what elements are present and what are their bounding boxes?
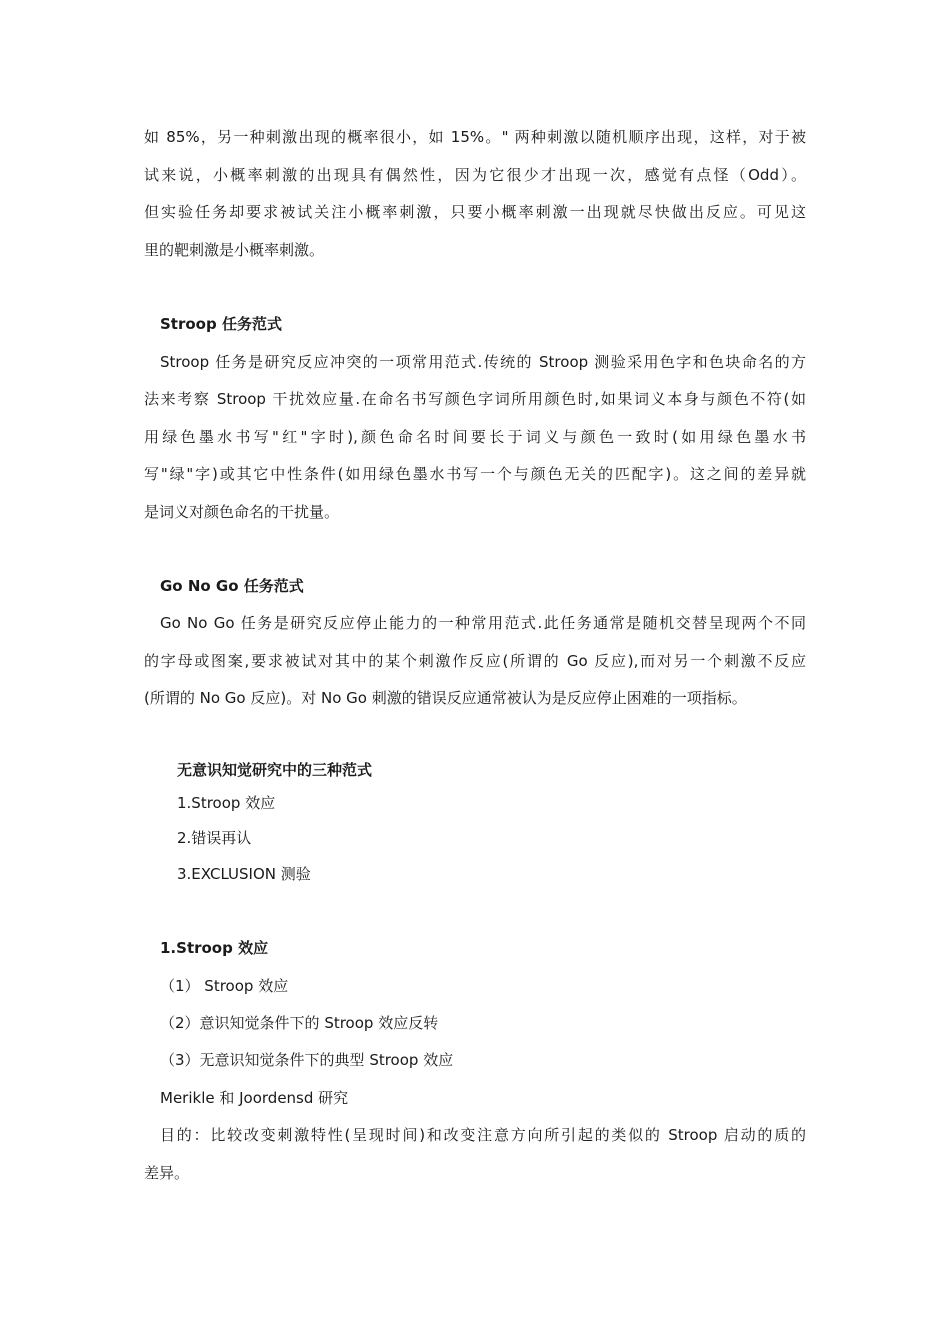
stroop-effect-item-2: （2）意识知觉条件下的 Stroop 效应反转 [160,1014,439,1032]
paradigm-item-1: 1.Stroop 效应 [177,794,276,812]
purpose-line-2: 差异。 [144,1164,190,1182]
paradigms-heading: 无意识知觉研究中的三种范式 [177,761,373,779]
stroop-line-3: 用绿色墨水书写"红"字时),颜色命名时间要长于词义与颜色一致时(如用绿色墨水书 [144,428,806,446]
stroop-effect-item-3: （3）无意识知觉条件下的典型 Stroop 效应 [160,1051,454,1069]
intro-line-3: 但实验任务却要求被试关注小概率刺激，只要小概率刺激一出现就尽快做出反应。可见这 [144,203,806,221]
gonogo-line-2: 的字母或图案,要求被试对其中的某个刺激作反应(所谓的 Go 反应),而对另一个刺激不反应 [144,652,806,670]
intro-line-4: 里的靶刺激是小概率刺激。 [144,241,325,259]
purpose-line-1: 目的：比较改变刺激特性(呈现时间)和改变注意方向所引起的类似的 Stroop 启动的质的 [160,1126,806,1144]
gonogo-heading: Go No Go 任务范式 [160,577,304,595]
stroop-heading: Stroop 任务范式 [160,315,282,333]
intro-line-1: 如 85%，另一种刺激出现的概率很小，如 15%。" 两种刺激以随机顺序出现，这样，对于被 [144,128,806,146]
study-line: Merikle 和 Joordensd 研究 [160,1089,349,1107]
stroop-effect-item-1: （1） Stroop 效应 [160,977,289,995]
stroop-line-5: 是词义对颜色命名的干扰量。 [144,503,340,521]
intro-line-2: 试来说，小概率刺激的出现具有偶然性，因为它很少才出现一次，感觉有点怪（Odd）。 [144,166,806,184]
gonogo-line-1: Go No Go 任务是研究反应停止能力的一种常用范式.此任务通常是随机交替呈现两个不同 [160,614,806,632]
stroop-line-1: Stroop 任务是研究反应冲突的一项常用范式.传统的 Stroop 测验采用色字和色块命名的方 [160,353,806,371]
paradigm-item-2: 2.错误再认 [177,829,252,847]
gonogo-line-3: (所谓的 No Go 反应)。对 No Go 刺激的错误反应通常被认为是反应停止困难的一项指标。 [144,689,747,707]
paradigm-item-3: 3.EXCLUSION 测验 [177,865,311,883]
stroop-effect-heading: 1.Stroop 效应 [160,939,269,957]
stroop-line-4: 写"绿"字)或其它中性条件(如用绿色墨水书写一个与颜色无关的匹配字)。这之间的差异就 [144,465,806,483]
stroop-line-2: 法来考察 Stroop 干扰效应量.在命名书写颜色字词所用颜色时,如果词义本身与颜色不符(如 [144,390,806,408]
